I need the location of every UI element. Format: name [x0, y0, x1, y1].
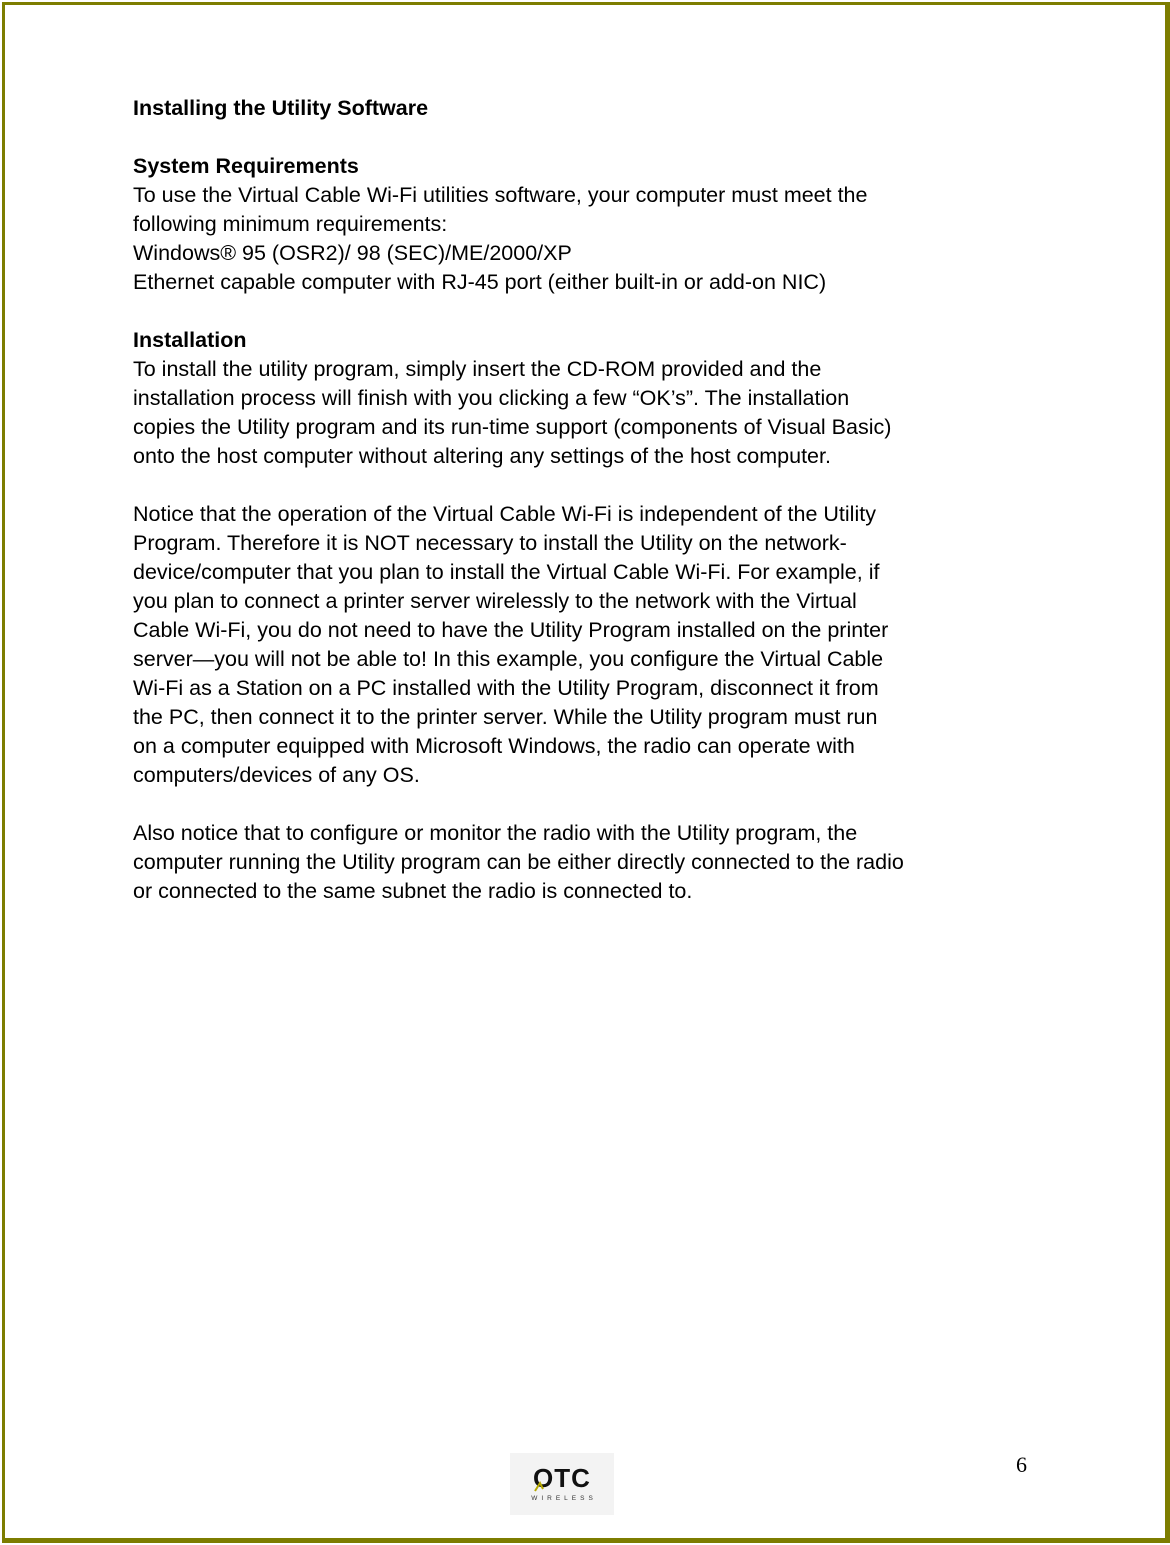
system-requirements-section: [133, 152, 1053, 297]
text-line: computer running the Utility program can be either directly connected to the radio: [133, 850, 904, 874]
logo-subtitle: WIRELESS: [531, 1495, 597, 1502]
page-title: Installing the Utility Software: [133, 96, 429, 120]
text-line: following minimum requirements:: [133, 212, 448, 236]
text-line: Windows® 95 (OSR2)/ 98 (SEC)/ME/2000/XP: [133, 241, 572, 265]
text-line: copies the Utility program and its run-time support (components of Visual Basic): [133, 415, 892, 439]
text-line: the PC, then connect it to the printer server. While the Utility program must run: [133, 705, 878, 729]
text-line: server—you will not be able to! In this example, you configure the Virtual Cable: [133, 647, 884, 671]
text-line: Wi-Fi as a Station on a PC installed with the Utility Program, disconnect it from: [133, 676, 879, 700]
text-line: device/computer that you plan to install the Virtual Cable Wi-Fi. For example, if: [133, 560, 880, 584]
text-line: Notice that the operation of the Virtual Cable Wi-Fi is independent of the Utility: [133, 502, 876, 526]
section-heading: System Requirements: [133, 154, 359, 178]
text-line: Also notice that to configure or monitor the radio with the Utility program, the: [133, 821, 858, 845]
text-line: installation process will finish with you clicking a few “OK’s”. The installation: [133, 386, 850, 410]
notice-paragraph: [133, 500, 1053, 790]
text-line: or connected to the same subnet the radio is connected to.: [133, 879, 693, 903]
text-line: To use the Virtual Cable Wi-Fi utilities software, your computer must meet the: [133, 183, 868, 207]
text-line: computers/devices of any OS.: [133, 763, 420, 787]
text-line: Program. Therefore it is NOT necessary to install the Utility on the network-: [133, 531, 847, 555]
installation-section: [133, 326, 1053, 471]
document-body: [133, 94, 1053, 906]
text-line: Cable Wi-Fi, you do not need to have the Utility Program installed on the printer: [133, 618, 889, 642]
page-number: 6: [1016, 1452, 1027, 1477]
also-notice-paragraph: [133, 819, 1053, 906]
otc-wireless-logo: [510, 1453, 614, 1515]
text-line: Ethernet capable computer with RJ-45 port (either built-in or add-on NIC): [133, 270, 827, 294]
text-line: To install the utility program, simply insert the CD-ROM provided and the: [133, 357, 822, 381]
text-line: on a computer equipped with Microsoft Windows, the radio can operate with: [133, 734, 855, 758]
logo-wordmark: OTC: [533, 1463, 591, 1493]
text-line: onto the host computer without altering any settings of the host computer.: [133, 444, 831, 468]
section-heading: Installation: [133, 328, 247, 352]
text-line: you plan to connect a printer server wirelessly to the network with the Virtual: [133, 589, 857, 613]
